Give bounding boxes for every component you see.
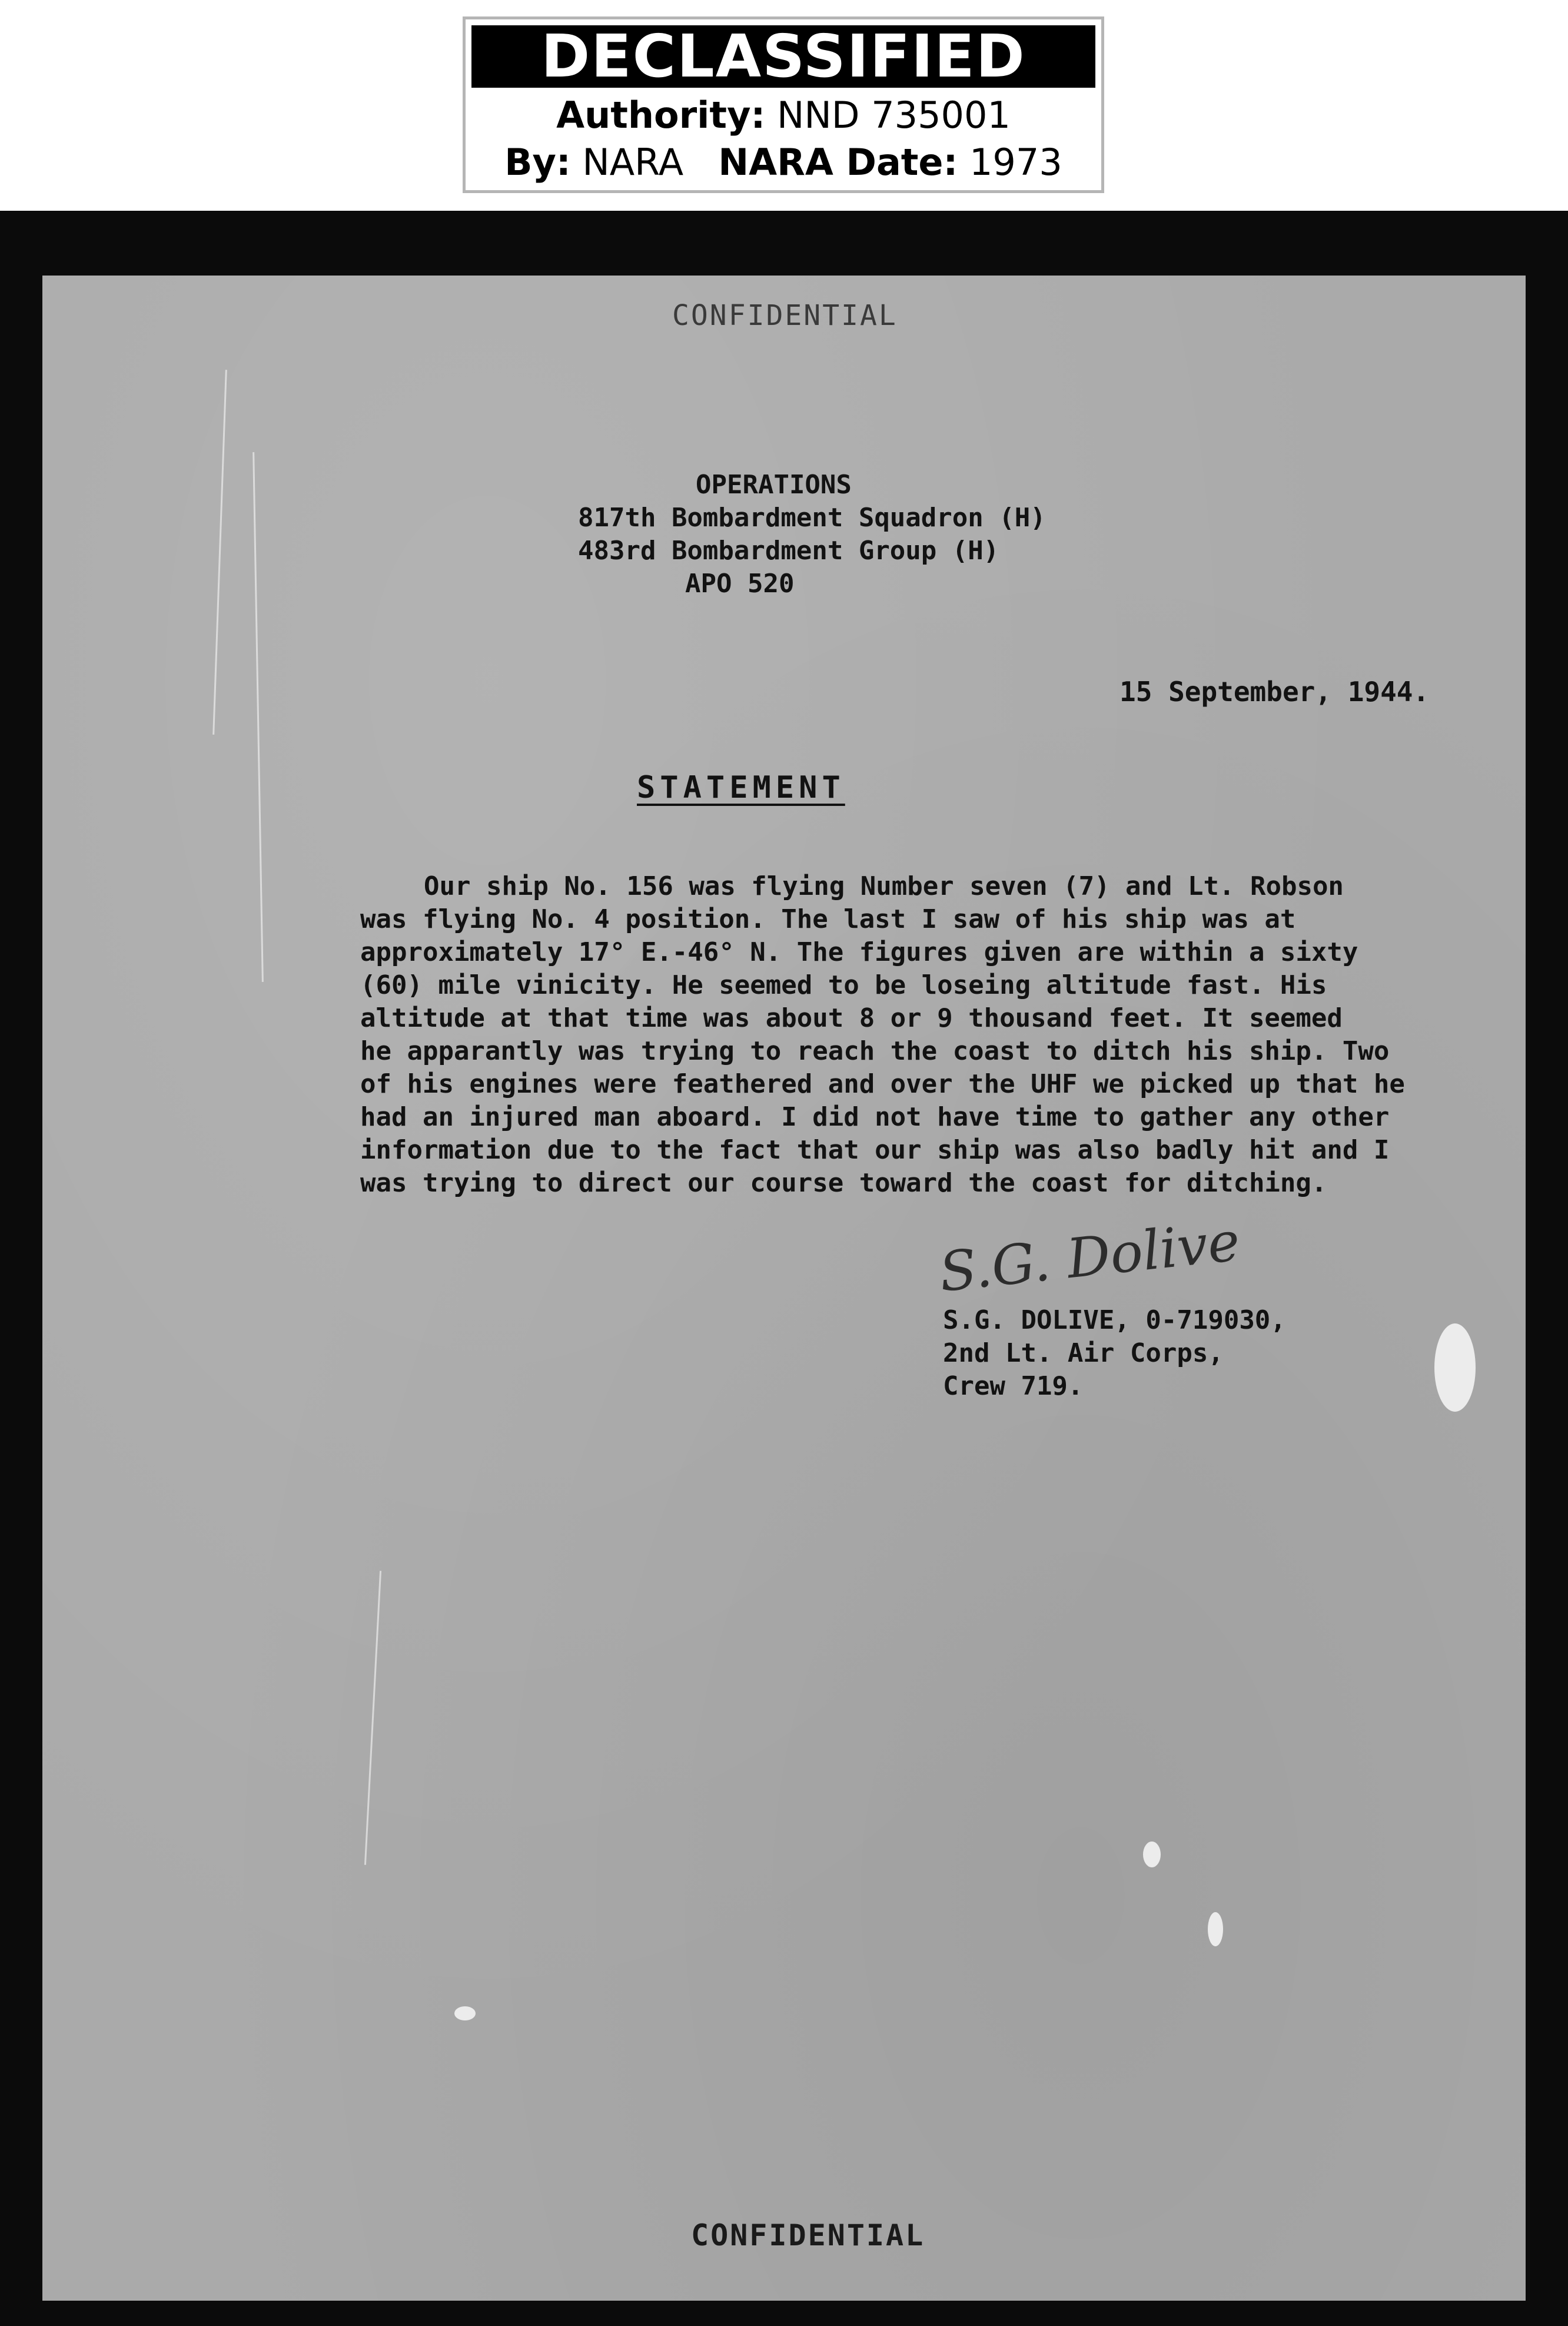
signatory-name: S.G. DOLIVE, 0-719030,	[943, 1305, 1286, 1335]
scan-speck	[1434, 1323, 1476, 1412]
stamp-title: DECLASSIFIED	[471, 25, 1095, 88]
body-line: was flying No. 4 position. The last I saw of his ship was at	[360, 904, 1296, 934]
classification-top: CONFIDENTIAL	[672, 299, 898, 332]
scan-scratch	[364, 1571, 381, 1864]
scan-scratch	[212, 370, 227, 735]
stamp-by-line	[466, 141, 1101, 184]
body-line: had an injured man aboard. I did not have time to gather any other	[360, 1102, 1390, 1132]
scan-speck	[1208, 1912, 1223, 1946]
stamp-by-value: NARA	[582, 141, 684, 184]
declassified-stamp	[463, 16, 1104, 193]
signature-block	[936, 1210, 1286, 1403]
header-apo: APO 520	[685, 569, 795, 599]
scan-speck	[1143, 1841, 1161, 1867]
scan-scratch	[253, 452, 264, 982]
stamp-authority-label: Authority:	[556, 94, 766, 137]
body-line: Our ship No. 156 was flying Number seven (7) and Lt. Robson	[424, 871, 1344, 901]
body-line: of his engines were feathered and over the UHF we picked up that he	[360, 1069, 1405, 1099]
signatory-rank: 2nd Lt. Air Corps,	[943, 1338, 1224, 1368]
scanned-page-frame	[0, 211, 1568, 2326]
classification-bottom: CONFIDENTIAL	[691, 2218, 925, 2252]
body-line: approximately 17° E.-46° N. The figures given are within a sixty	[360, 937, 1358, 967]
stamp-authority-value: NND 735001	[777, 94, 1011, 137]
stamp-by-label: By:	[504, 141, 571, 184]
body-line: information due to the fact that our ship was also badly hit and I	[360, 1135, 1390, 1165]
scan-speck	[454, 2006, 476, 2020]
statement-body	[360, 870, 1405, 1200]
header-squadron: 817th Bombardment Squadron (H)	[578, 503, 1046, 533]
stamp-authority-line	[466, 94, 1101, 137]
document-page	[42, 276, 1526, 2301]
body-line: he apparantly was trying to reach the coast to ditch his ship. Two	[360, 1036, 1390, 1066]
body-line: was trying to direct our course toward the coast for ditching.	[360, 1168, 1327, 1198]
handwritten-signature: S.G. Dolive	[936, 1210, 1243, 1304]
signatory-crew: Crew 719.	[943, 1371, 1084, 1401]
header-group: 483rd Bombardment Group (H)	[578, 536, 999, 566]
header-operations: OPERATIONS	[696, 470, 852, 500]
statement-title: STATEMENT	[637, 770, 845, 805]
stamp-date-label: NARA Date:	[718, 141, 958, 184]
signatory-details	[943, 1304, 1286, 1403]
document-date: 15 September, 1944.	[1119, 676, 1430, 708]
body-line: altitude at that time was about 8 or 9 thousand feet. It seemed	[360, 1003, 1343, 1033]
body-line: (60) mile vinicity. He seemed to be loseing altitude fast. His	[360, 970, 1327, 1000]
stamp-date-value: 1973	[969, 141, 1062, 184]
